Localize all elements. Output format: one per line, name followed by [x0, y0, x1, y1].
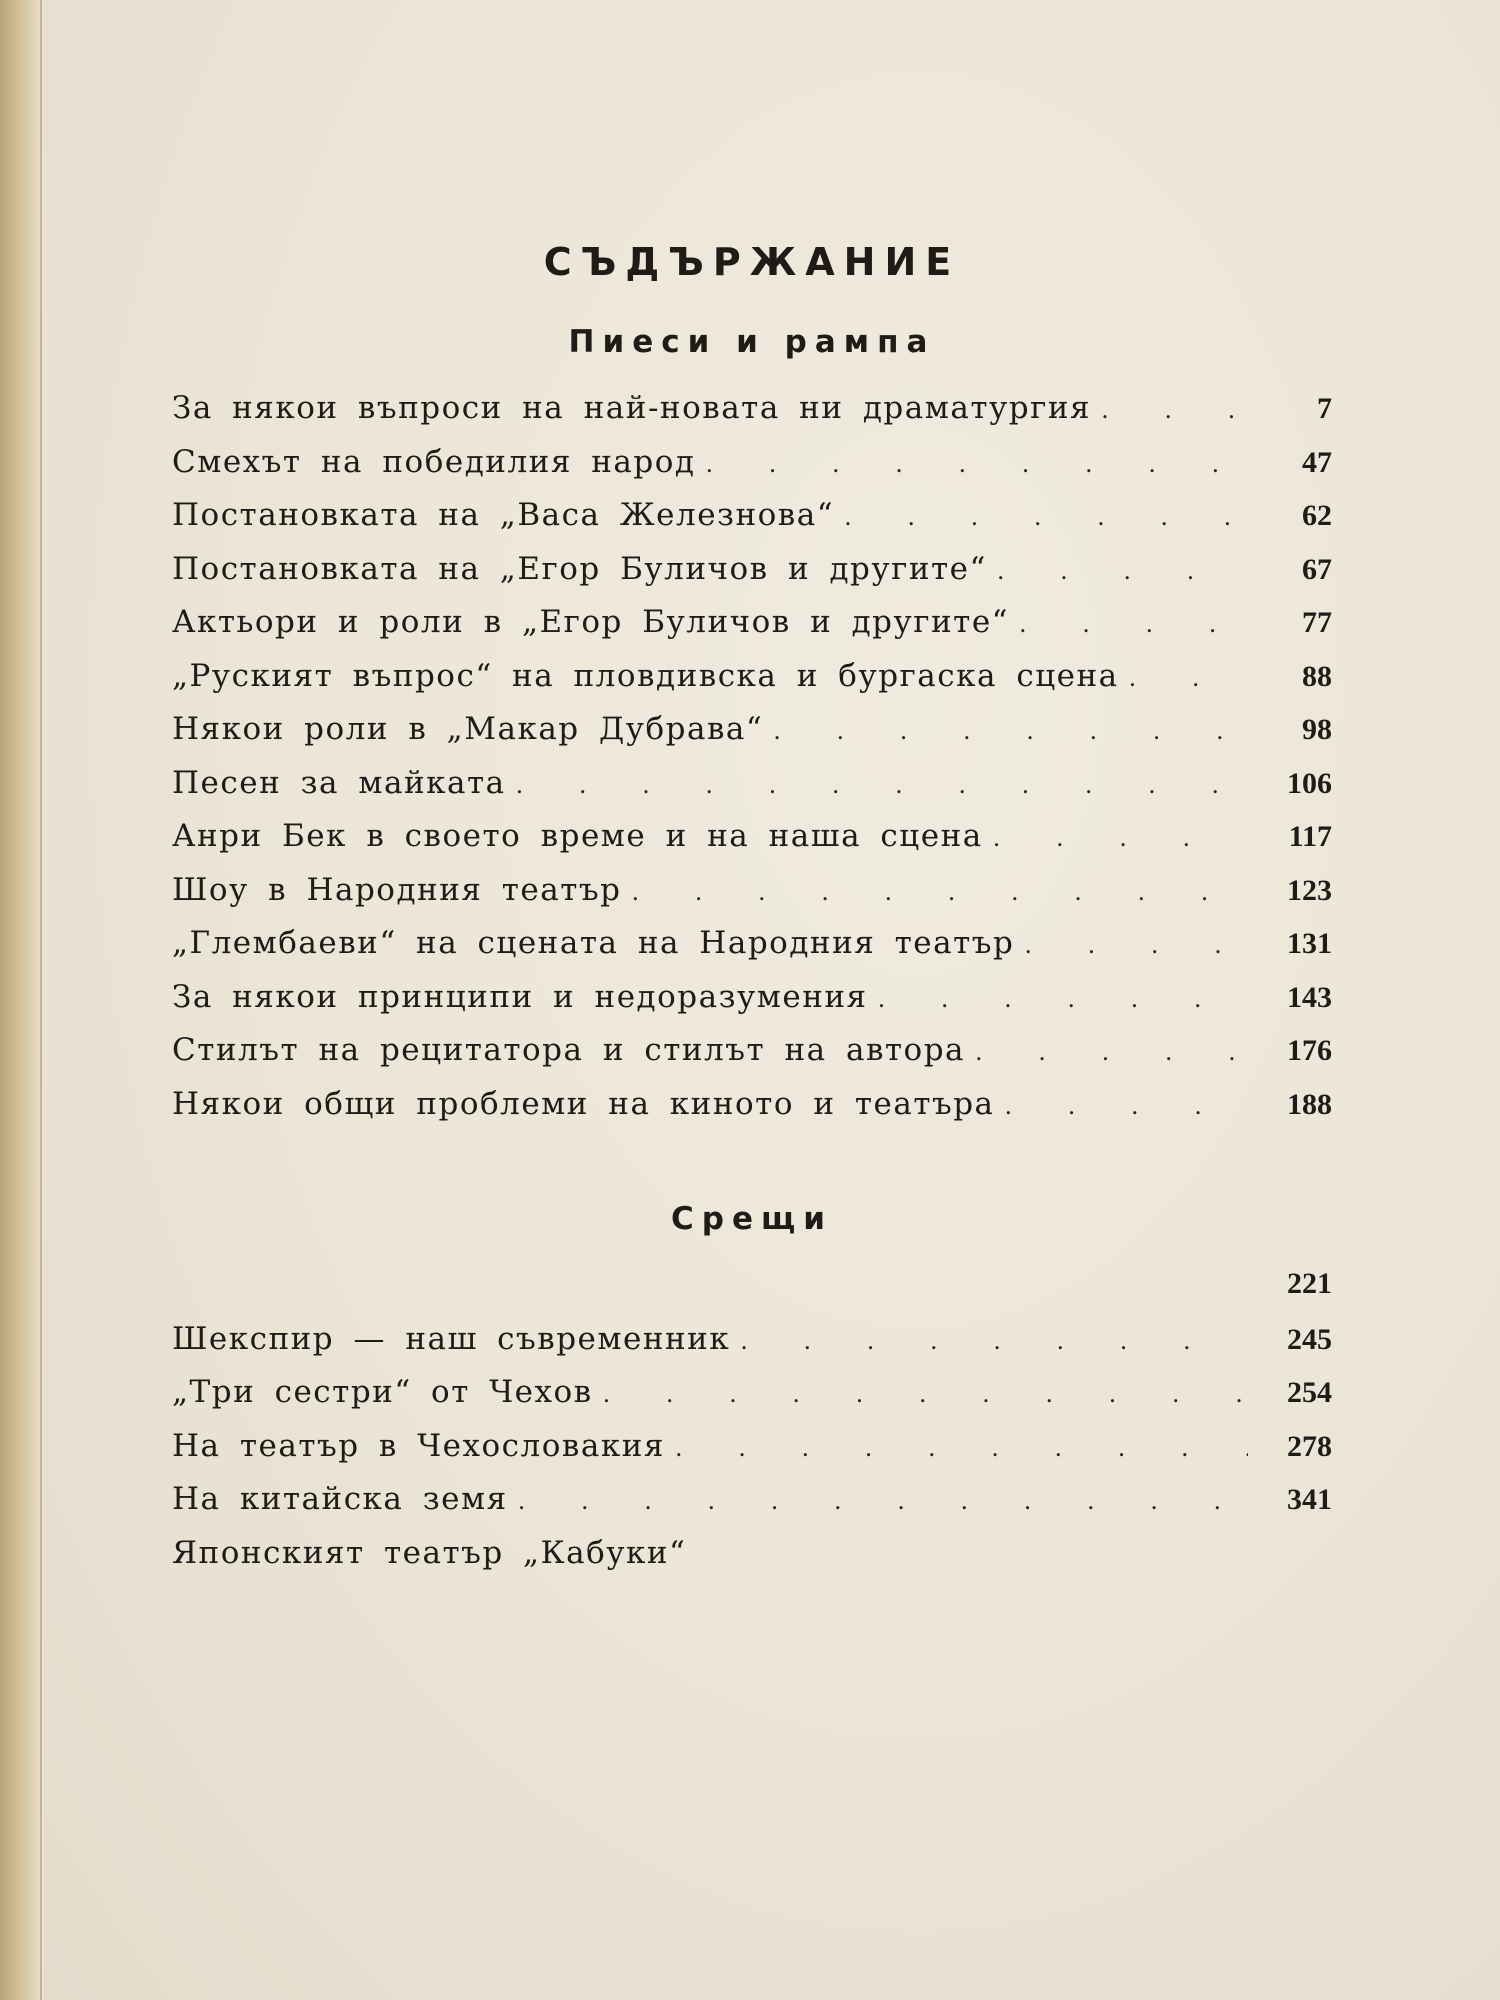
- entry-title: Японският театър „Кабуки“: [172, 1534, 687, 1571]
- entry-page-number: 221: [1287, 1267, 1332, 1300]
- entry-title: На театър в Чехословакия: [172, 1427, 665, 1464]
- entry-page-number: 67: [1302, 552, 1332, 586]
- entry-title: Смехът на победилия народ: [172, 443, 696, 480]
- toc-entry-list: [172, 1267, 1332, 1588]
- toc-entry: [172, 658, 1332, 712]
- dot-leader: [1019, 610, 1248, 638]
- entry-title: Стилът на рецитатора и стилът на автора: [172, 1032, 966, 1068]
- entry-page-number: 7: [1317, 392, 1332, 425]
- entry-title: За някои въпроси на най-новата ни драматургия: [172, 390, 1092, 426]
- entry-page-number: 98: [1302, 713, 1332, 746]
- toc-entry: [172, 444, 1332, 498]
- entry-page-number: 341: [1287, 1483, 1332, 1516]
- entry-title: Шекспир — наш съвременник: [172, 1320, 731, 1357]
- dot-leader: [844, 503, 1248, 531]
- entry-page-number: 88: [1302, 659, 1332, 693]
- entry-page-number: 77: [1302, 606, 1332, 639]
- entry-page-number: 278: [1287, 1429, 1332, 1463]
- entry-title: Постановката на „Егор Буличов и другите“: [172, 550, 987, 587]
- entry-title: Песен за майката: [172, 764, 506, 801]
- toc-entry-list: [172, 390, 1332, 1139]
- toc-entry: [172, 390, 1332, 444]
- gutter-fold-line: [40, 0, 42, 2000]
- toc-entry: [172, 1428, 1332, 1482]
- toc-section: [172, 324, 1332, 1139]
- dot-leader: [518, 1487, 1248, 1515]
- entry-title: „Руският въпрос“ на пловдивска и бургаска сцена: [172, 657, 1119, 694]
- toc-entry: [172, 604, 1332, 658]
- entry-page-number: 123: [1287, 873, 1332, 907]
- toc-entry: [172, 1086, 1332, 1140]
- entry-title: „Три сестри“ от Чехов: [172, 1374, 593, 1410]
- toc-section: [172, 1201, 1332, 1588]
- toc-entry: [172, 765, 1332, 819]
- dot-leader: [878, 985, 1248, 1013]
- entry-page-number: 254: [1287, 1376, 1332, 1409]
- entry-title: Постановката на „Васа Железнова“: [172, 497, 835, 533]
- entry-page-number: 117: [1288, 820, 1332, 853]
- entry-title: Анри Бек в своето време и на наша сцена: [172, 818, 983, 854]
- dot-leader: [975, 1038, 1248, 1066]
- book-gutter: [0, 0, 44, 2000]
- toc-entry: [172, 551, 1332, 605]
- toc-entry: [172, 1481, 1332, 1535]
- section-heading: Пиеси и рампа: [568, 324, 936, 360]
- entry-title: За някои принципи и недоразумения: [172, 978, 868, 1015]
- dot-leader: [740, 1327, 1248, 1355]
- toc-entry: [172, 711, 1332, 765]
- dot-leader: [773, 717, 1248, 745]
- toc-entry: [172, 1267, 1332, 1321]
- entry-title: Актьори и роли в „Егор Буличов и другите“: [172, 604, 1010, 640]
- dot-leader: [1024, 931, 1248, 959]
- toc-entry: [172, 1374, 1332, 1428]
- entry-page-number: 131: [1287, 927, 1332, 960]
- toc-entry: [172, 979, 1332, 1033]
- entry-title: Шоу в Народния театър: [172, 871, 622, 908]
- section-heading: Срещи: [671, 1201, 833, 1237]
- entry-title: „Глембаеви“ на сцената на Народния театър: [172, 925, 1015, 961]
- toc-entry: [172, 1321, 1332, 1375]
- table-of-contents: [172, 240, 1332, 1588]
- dot-leader: [1005, 1092, 1248, 1120]
- toc-entry: [172, 1032, 1332, 1086]
- toc-entry: [172, 872, 1332, 926]
- entry-title: На китайска земя: [172, 1481, 508, 1517]
- entry-page-number: 143: [1287, 980, 1332, 1014]
- dot-leader: [675, 1434, 1248, 1462]
- entry-page-number: 176: [1287, 1034, 1332, 1067]
- toc-entry: [172, 1535, 1332, 1589]
- dot-leader: [1129, 664, 1248, 692]
- toc-entry: [172, 925, 1332, 979]
- dot-leader: [603, 1380, 1248, 1408]
- dot-leader: [997, 557, 1248, 585]
- entry-title: Някои общи проблеми на киното и театъра: [172, 1085, 995, 1122]
- dot-leader: [993, 824, 1248, 852]
- entry-title: Някои роли в „Макар Дубрава“: [172, 711, 764, 747]
- entry-page-number: 106: [1287, 766, 1332, 800]
- dot-leader: [631, 878, 1248, 906]
- dot-leader: [516, 771, 1248, 799]
- toc-entry: [172, 818, 1332, 872]
- toc-entry: [172, 497, 1332, 551]
- dot-leader: [705, 450, 1248, 478]
- entry-page-number: 62: [1302, 499, 1332, 532]
- entry-page-number: 245: [1287, 1322, 1332, 1356]
- entry-page-number: 188: [1287, 1087, 1332, 1121]
- dot-leader: [1101, 396, 1248, 424]
- entry-page-number: 47: [1302, 445, 1332, 479]
- page-title: СЪДЪРЖАНИЕ: [543, 240, 961, 284]
- book-page: [44, 0, 1500, 2000]
